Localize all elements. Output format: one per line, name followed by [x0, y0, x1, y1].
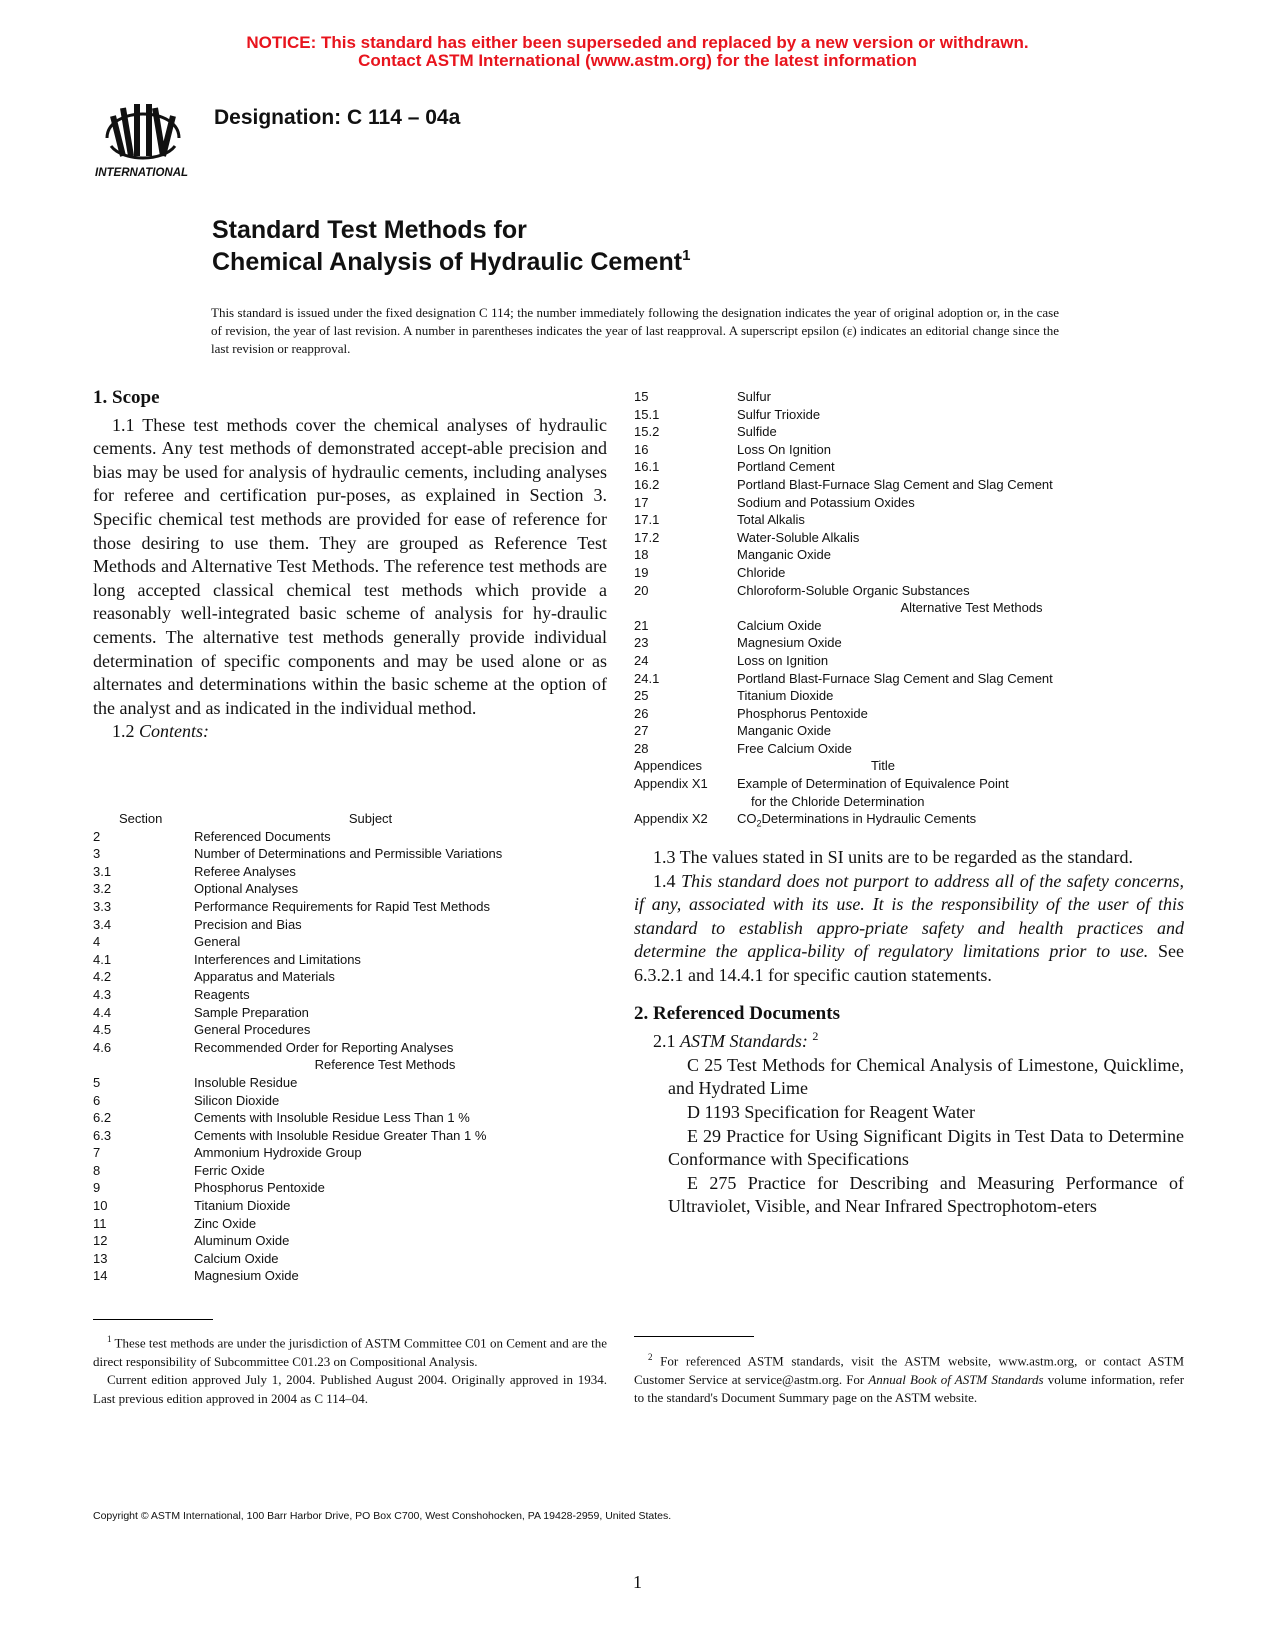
contents-row [93, 916, 607, 934]
contents-section-number: 25 [634, 688, 649, 704]
contents-section-number: 7 [93, 1145, 101, 1161]
contents-section-number: 21 [634, 617, 649, 633]
contents-subject: Referenced Documents [194, 828, 331, 844]
scope-1-3: 1.3 The values stated in SI units are to be regarded as the standard. [653, 847, 1134, 867]
contents-row [93, 1267, 607, 1285]
contents-section-number: 4.6 [93, 1039, 112, 1055]
contents-subject: Silicon Dioxide [194, 1092, 280, 1108]
footnote-2: $^2$ For referenced ASTM standards, visit the ASTM website, www.astm.org, or contact ASTM Customer Service at service@astm.org. For Annual Book of ASTM Standards volume information, refer to the standard's Document Summary page on the ASTM website. [634, 1352, 1185, 1406]
contents-section-number: 3.1 [93, 863, 112, 879]
contents-section-number: 20 [634, 582, 649, 598]
contents-subject: Zinc Oxide [194, 1215, 257, 1231]
contents-subject: Cements with Insoluble Residue Greater Than 1 % [194, 1127, 487, 1143]
appendices-title-header: Title [870, 758, 896, 774]
contents-row [93, 1215, 607, 1233]
contents-row [93, 1109, 607, 1127]
right-column [634, 846, 1184, 1219]
title-line-1: Standard Test Methods for [212, 216, 527, 244]
contents-subject: Water-Soluble Alkalis [737, 529, 860, 545]
contents-subject: Sulfur Trioxide [737, 406, 821, 422]
contents-subject: Ferric Oxide [194, 1162, 265, 1178]
contents-section-number: 15.1 [634, 406, 660, 422]
contents-row [93, 1232, 607, 1250]
contents-section-number: 4.1 [93, 951, 112, 967]
contents-subject: Phosphorus Pentoxide [737, 705, 868, 721]
contents-table-right [634, 388, 1184, 833]
contents-row [634, 511, 1184, 529]
contents-subject: Optional Analyses [194, 881, 299, 897]
contents-subject: Sulfide [737, 424, 777, 440]
contents-row [634, 617, 1184, 635]
referenced-standard-item: D 1193 Specification for Reagent Water [687, 1101, 975, 1122]
scope-1-2: 1.2 Contents: [112, 721, 209, 742]
contents-row [634, 441, 1184, 459]
contents-subject: Recommended Order for Reporting Analyses [194, 1039, 454, 1055]
contents-row [634, 722, 1184, 740]
contents-section-number: 27 [634, 723, 649, 739]
logo-wordmark: INTERNATIONAL [95, 167, 189, 179]
footnote-rule-left [93, 1319, 213, 1320]
contents-row [634, 423, 1184, 441]
contents-row [93, 845, 607, 863]
contents-section-number: 3.4 [93, 916, 112, 932]
appendices-label: Appendices [634, 758, 702, 774]
contents-header-subject: Subject [348, 811, 393, 826]
page-number: 1 [633, 1572, 642, 1592]
contents-subject: Sample Preparation [194, 1004, 309, 1020]
contents-section-number: 4.4 [93, 1004, 112, 1020]
designation: Designation: C 114 – 04a [214, 106, 461, 129]
contents-subject: Titanium Dioxide [737, 688, 834, 704]
contents-subject: General [194, 934, 241, 950]
contents-subject: Manganic Oxide [737, 723, 831, 739]
contents-row [93, 933, 607, 951]
contents-row [634, 406, 1184, 424]
contents-header-section: Section [119, 811, 163, 826]
contents-row [93, 968, 607, 986]
notice-line-1: NOTICE: This standard has either been superseded and replaced by a new version or withdrawn. [246, 33, 1029, 52]
contents-section-number: 17 [634, 494, 649, 510]
contents-row [93, 1074, 607, 1092]
contents-section-number: 3.3 [93, 898, 112, 914]
title-line-2: Chemical Analysis of Hydraulic Cement$^1$ [212, 247, 691, 276]
contents-subject: Magnesium Oxide [737, 635, 842, 651]
contents-section-number: 16.2 [634, 476, 660, 492]
scope-1-1: 1.1 These test methods cover the chemical analyses of hydraulic cements. Any test methods of demonstrated accept-able precision and bias may be used for analysis of hydraulic cements, including analyses for referee and certification pur-poses, as explained in Section 3. Specific chemical test methods are provided for ease of reference for those desiring to use them. They are grouped as Reference Test Methods and Alternative Test Methods. The reference test methods are long accepted classical chemical test methods which provide a reasonably well-integrated basic scheme of analysis for hy-draulic cements. The alternative test methods generally provide individual determination of specific components and may be used alone or as alternates and determinations within the basic scheme at the option of the analyst and as indicated in the individual method. [93, 414, 607, 718]
contents-section-number: 24.1 [634, 670, 660, 686]
contents-section-number: 15 [634, 389, 649, 404]
contents-row [634, 529, 1184, 547]
contents-subject: Phosphorus Pentoxide [194, 1180, 325, 1196]
contents-subject: Total Alkalis [737, 512, 805, 528]
reference-methods-heading: Reference Test Methods [314, 1057, 456, 1073]
contents-subject: General Procedures [194, 1022, 311, 1038]
contents-row [93, 863, 607, 881]
contents-section-number: 23 [634, 635, 649, 651]
issuance-note: This standard is issued under the fixed designation C 114; the number immediately following the designation indicates the year of original adoption or, in the case of revision, the year of last revision. A number in parentheses indicates the year of last reapproval. A superscript epsilon (ε) indicates an editorial change since the last revision or reapproval. [211, 305, 1059, 356]
contents-row [93, 1197, 607, 1215]
contents-section-number: 2 [93, 828, 101, 844]
notice-banner [0, 34, 1275, 70]
footnote-1: $^1$ These test methods are under the jurisdiction of ASTM Committee C01 on Cement and are the direct responsibility of Subcommittee C01.23 on Compositional Analysis. Current edition approved July 1, 2004. Published August 2004. Originally approved in 1934. Last previous edition approved in 2004 as C 114–04. [93, 1330, 607, 1408]
contents-subject: Chloroform-Soluble Organic Substances [737, 582, 970, 598]
copyright-line: Copyright © ASTM International, 100 Barr Harbor Drive, PO Box C700, West Conshohocken, PA 19428-2959, United States. [93, 1510, 672, 1522]
contents-subject: Portland Cement [737, 459, 835, 475]
notice-line-2: Contact ASTM International (www.astm.org) for the latest information [358, 51, 917, 70]
contents-row [634, 705, 1184, 723]
contents-subject: Loss On Ignition [737, 441, 831, 457]
footnote-1-edition: Current edition approved July 1, 2004. Published August 2004. Originally approved in 1934. Last previous edition approved in 2004 as C 114–04. [93, 1372, 607, 1406]
contents-row [93, 1250, 607, 1268]
contents-subject: Manganic Oxide [737, 547, 831, 563]
contents-subject: Reagents [194, 986, 250, 1002]
contents-subject: Cements with Insoluble Residue Less Than 1 % [194, 1110, 470, 1126]
contents-row [634, 740, 1184, 758]
contents-section-number: 9 [93, 1180, 101, 1196]
appendix-x1-label: Appendix X1 [634, 776, 708, 792]
astm-logo-icon [93, 86, 193, 184]
contents-row [634, 687, 1184, 705]
scope-1-4: 1.4 This standard does not purport to address all of the safety concerns, if any, associated with its use. It is the responsibility of the user of this standard to establish appro-priate safety and health practices and determine the applica-bility of regulatory limitations prior to use. See 6.3.2.1 and 14.4.1 for specific caution statements. [634, 870, 1185, 985]
title-footnote-mark: 1 [682, 247, 691, 264]
contents-row [634, 546, 1184, 564]
contents-section-number: 28 [634, 740, 649, 756]
contents-subject: Aluminum Oxide [194, 1233, 290, 1249]
appendix-x1-title: Example of Determination of Equivalence Point [737, 776, 1009, 792]
astm-logo [93, 86, 193, 184]
contents-section-number: 10 [93, 1198, 108, 1214]
contents-section-number: 13 [93, 1250, 108, 1266]
contents-section-number: 18 [634, 547, 649, 563]
appendix-x1-title-cont: for the Chloride Determination [751, 793, 925, 809]
contents-row [634, 564, 1184, 582]
contents-row [634, 388, 1184, 406]
contents-section-number: 24 [634, 652, 649, 668]
referenced-documents-heading: 2. Referenced Documents [634, 1002, 840, 1024]
contents-section-number: 6.2 [93, 1110, 112, 1126]
contents-section-number: 17.2 [634, 529, 660, 545]
contents-row [93, 1144, 607, 1162]
contents-section-number: 12 [93, 1233, 108, 1249]
contents-section-number: 16 [634, 441, 649, 457]
contents-subject: Magnesium Oxide [194, 1268, 299, 1284]
contents-subject: Titanium Dioxide [194, 1198, 291, 1214]
contents-subject: Precision and Bias [194, 916, 302, 932]
contents-section-number: 4.5 [93, 1022, 112, 1038]
contents-section-number: 19 [634, 564, 649, 580]
contents-row [634, 582, 1184, 600]
contents-subject: Interferences and Limitations [194, 951, 361, 967]
contents-subject: Number of Determinations and Permissible Variations [194, 846, 503, 862]
contents-subject: Portland Blast-Furnace Slag Cement and Slag Cement [737, 476, 1053, 492]
contents-section-number: 4.3 [93, 986, 112, 1002]
contents-subject: Calcium Oxide [737, 617, 822, 633]
referenced-standards-list [634, 1054, 1184, 1219]
contents-subject: Loss on Ignition [737, 652, 829, 668]
contents-row [634, 494, 1184, 512]
contents-row [93, 1021, 607, 1039]
contents-row [634, 670, 1184, 688]
contents-subject: Chloride [737, 564, 786, 580]
scope-heading: 1. Scope [93, 387, 160, 408]
referenced-standard-item: E 275 Practice for Describing and Measuring Performance of Ultraviolet, Visible, and Near Infrared Spectrophotom-eters [668, 1172, 1184, 1217]
alternative-methods-heading: Alternative Test Methods [900, 600, 1043, 616]
contents-row [93, 880, 607, 898]
contents-subject: Referee Analyses [194, 863, 296, 879]
contents-subject: Ammonium Hydroxide Group [194, 1145, 362, 1161]
referenced-2-1: 2.1 ASTM Standards: $^2$ [653, 1029, 819, 1052]
left-column [93, 386, 607, 744]
contents-subject: Portland Blast-Furnace Slag Cement and Slag Cement [737, 670, 1053, 686]
contents-subject: Performance Requirements for Rapid Test Methods [194, 898, 491, 914]
contents-row [93, 951, 607, 969]
contents-section-number: 16.1 [634, 459, 660, 475]
contents-section-number: 17.1 [634, 512, 660, 528]
contents-subject: Insoluble Residue [194, 1074, 298, 1090]
contents-subject: Sulfur [737, 389, 771, 404]
contents-section-number: 3.2 [93, 881, 112, 897]
appendix-x2-label: Appendix X2 [634, 811, 708, 827]
contents-row [93, 986, 607, 1004]
contents-row [93, 1039, 607, 1057]
contents-row [634, 652, 1184, 670]
contents-section-number: 6 [93, 1092, 101, 1108]
footnote-rule-right [634, 1336, 754, 1337]
referenced-standard-item: C 25 Test Methods for Chemical Analysis of Limestone, Quicklime, and Hydrated Lime [668, 1054, 1184, 1099]
contents-subject: Free Calcium Oxide [737, 740, 852, 756]
contents-row [93, 1004, 607, 1022]
contents-row [634, 634, 1184, 652]
contents-section-number: 26 [634, 705, 649, 721]
document-title [212, 214, 690, 278]
contents-row [93, 1092, 607, 1110]
contents-row [93, 1127, 607, 1145]
contents-section-number: 15.2 [634, 424, 660, 440]
contents-section-number: 14 [93, 1268, 108, 1284]
contents-row [634, 458, 1184, 476]
contents-row [93, 1162, 607, 1180]
contents-section-number: 8 [93, 1162, 101, 1178]
contents-section-number: 4 [93, 934, 101, 950]
contents-subject: Sodium and Potassium Oxides [737, 494, 915, 510]
contents-subject: Calcium Oxide [194, 1250, 279, 1266]
contents-row [634, 476, 1184, 494]
referenced-standard-item: E 29 Practice for Using Significant Digits in Test Data to Determine Conformance with Specifications [668, 1125, 1184, 1170]
contents-section-number: 6.3 [93, 1127, 112, 1143]
contents-subject: Apparatus and Materials [194, 969, 335, 985]
contents-row [93, 828, 607, 846]
contents-section-number: 5 [93, 1074, 101, 1090]
contents-row [93, 898, 607, 916]
contents-section-number: 4.2 [93, 969, 112, 985]
appendix-x2-title: $CO_2Determinations$ in Hydraulic Cements [737, 811, 977, 829]
contents-row [93, 1179, 607, 1197]
contents-section-number: 3 [93, 846, 101, 862]
contents-table-left [93, 810, 607, 1285]
contents-section-number: 11 [93, 1215, 107, 1231]
